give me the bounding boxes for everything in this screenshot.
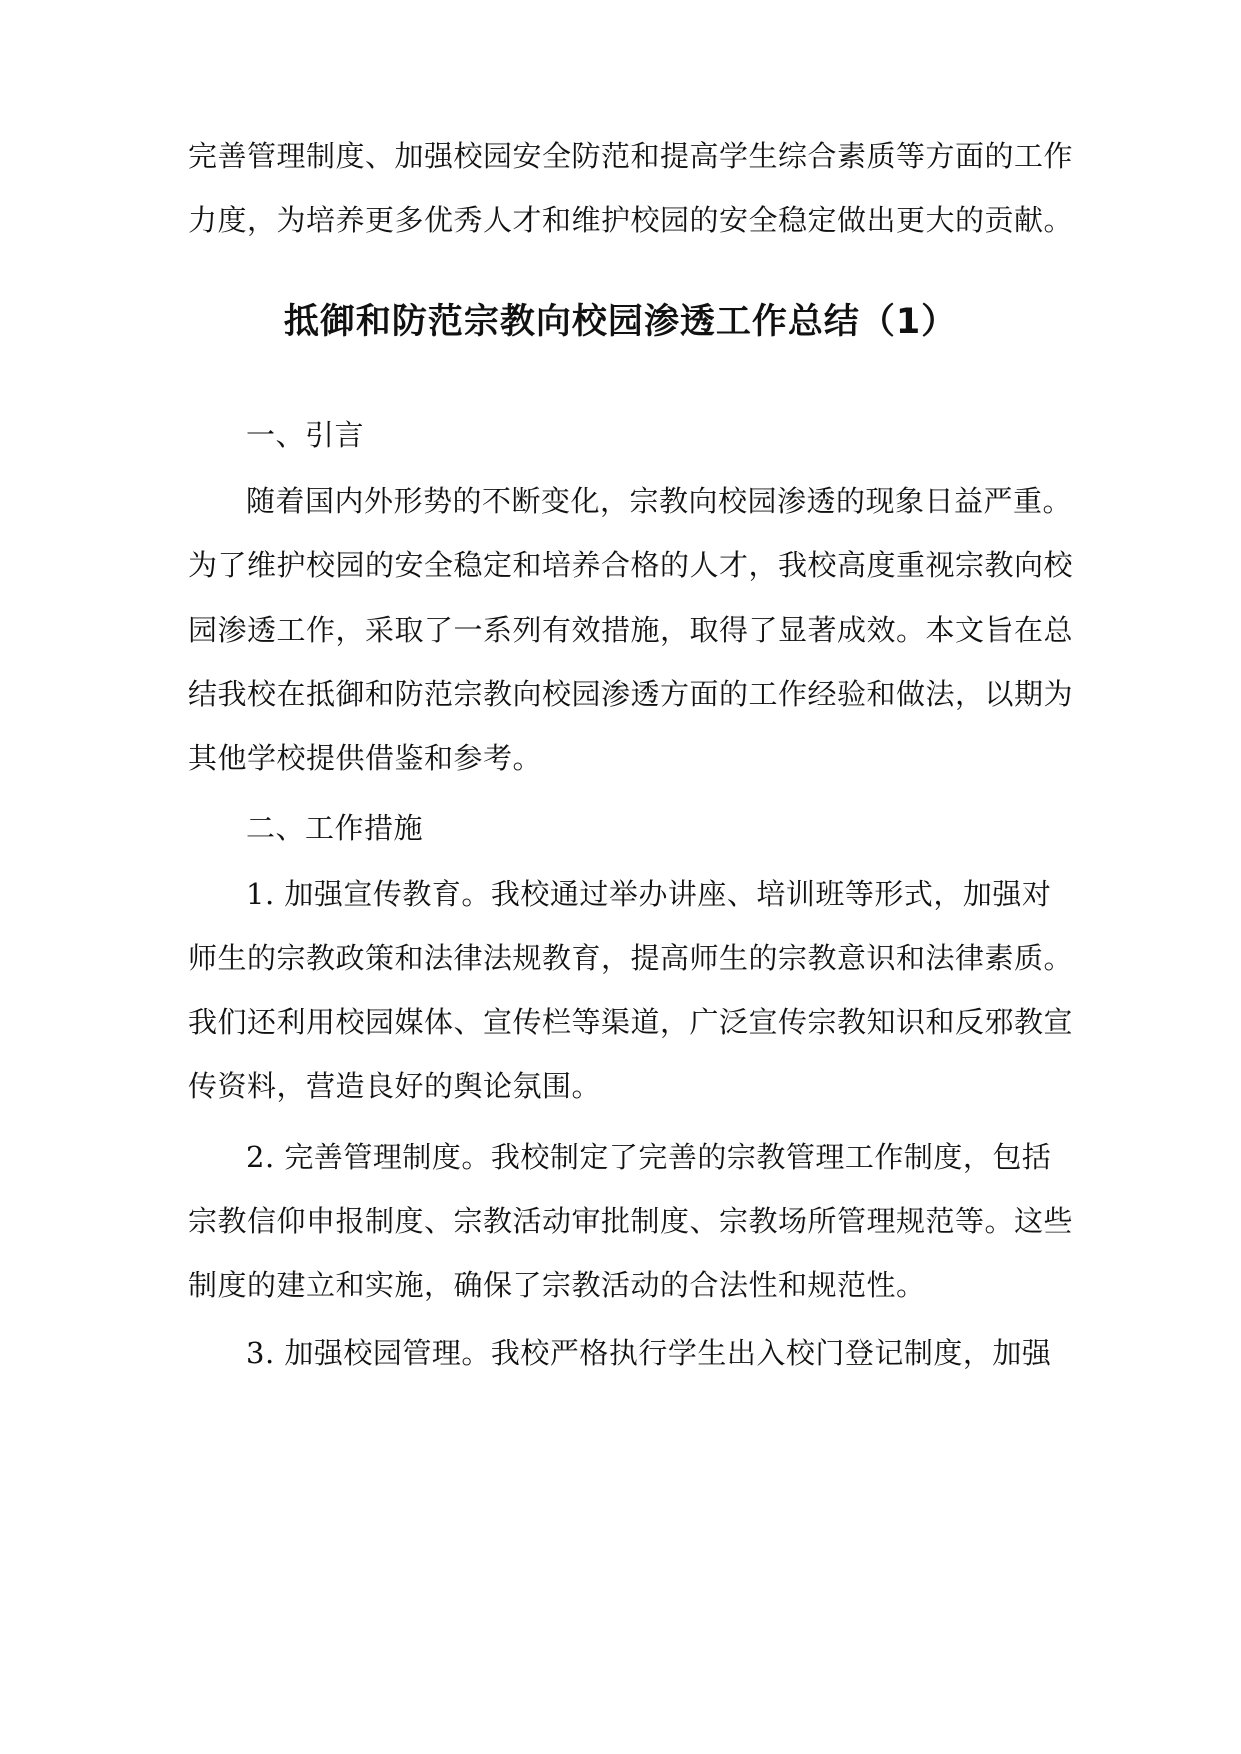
list-item-line: 1. 加强宣传教育。我校通过举办讲座、培训班等形式，加强对 <box>246 877 1052 911</box>
list-item-line: 宗教信仰申报制度、宗教活动审批制度、宗教场所管理规范等。这些 <box>188 1204 1074 1238</box>
section-heading-measures: 二、工作措施 <box>246 811 424 845</box>
list-item-line: 我们还利用校园媒体、宣传栏等渠道，广泛宣传宗教知识和反邪教宣 <box>188 1005 1074 1039</box>
list-item-line: 3. 加强校园管理。我校严格执行学生出入校门登记制度，加强 <box>246 1336 1052 1370</box>
paragraph-line: 其他学校提供借鉴和参考。 <box>188 741 543 775</box>
list-item-line: 2. 完善管理制度。我校制定了完善的宗教管理工作制度，包括 <box>246 1140 1052 1174</box>
paragraph-line: 园渗透工作，采取了一系列有效措施，取得了显著成效。本文旨在总 <box>188 613 1074 647</box>
list-item-line: 制度的建立和实施，确保了宗教活动的合法性和规范性。 <box>188 1268 926 1302</box>
section-heading-introduction: 一、引言 <box>246 418 365 452</box>
paragraph-line: 结我校在抵御和防范宗教向校园渗透方面的工作经验和做法，以期为 <box>188 677 1074 711</box>
paragraph-line: 随着国内外形势的不断变化，宗教向校园渗透的现象日益严重。 <box>246 484 1073 518</box>
paragraph-line: 完善管理制度、加强校园安全防范和提高学生综合素质等方面的工作 <box>188 139 1074 173</box>
paragraph-line: 为了维护校园的安全稳定和培养合格的人才，我校高度重视宗教向校 <box>188 548 1074 582</box>
paragraph-line: 力度，为培养更多优秀人才和维护校园的安全稳定做出更大的贡献。 <box>188 203 1074 237</box>
list-item-line: 传资料，营造良好的舆论氛围。 <box>188 1069 602 1103</box>
document-title: 抵御和防范宗教向校园渗透工作总结（1） <box>283 302 958 342</box>
list-item-line: 师生的宗教政策和法律法规教育，提高师生的宗教意识和法律素质。 <box>188 941 1074 975</box>
